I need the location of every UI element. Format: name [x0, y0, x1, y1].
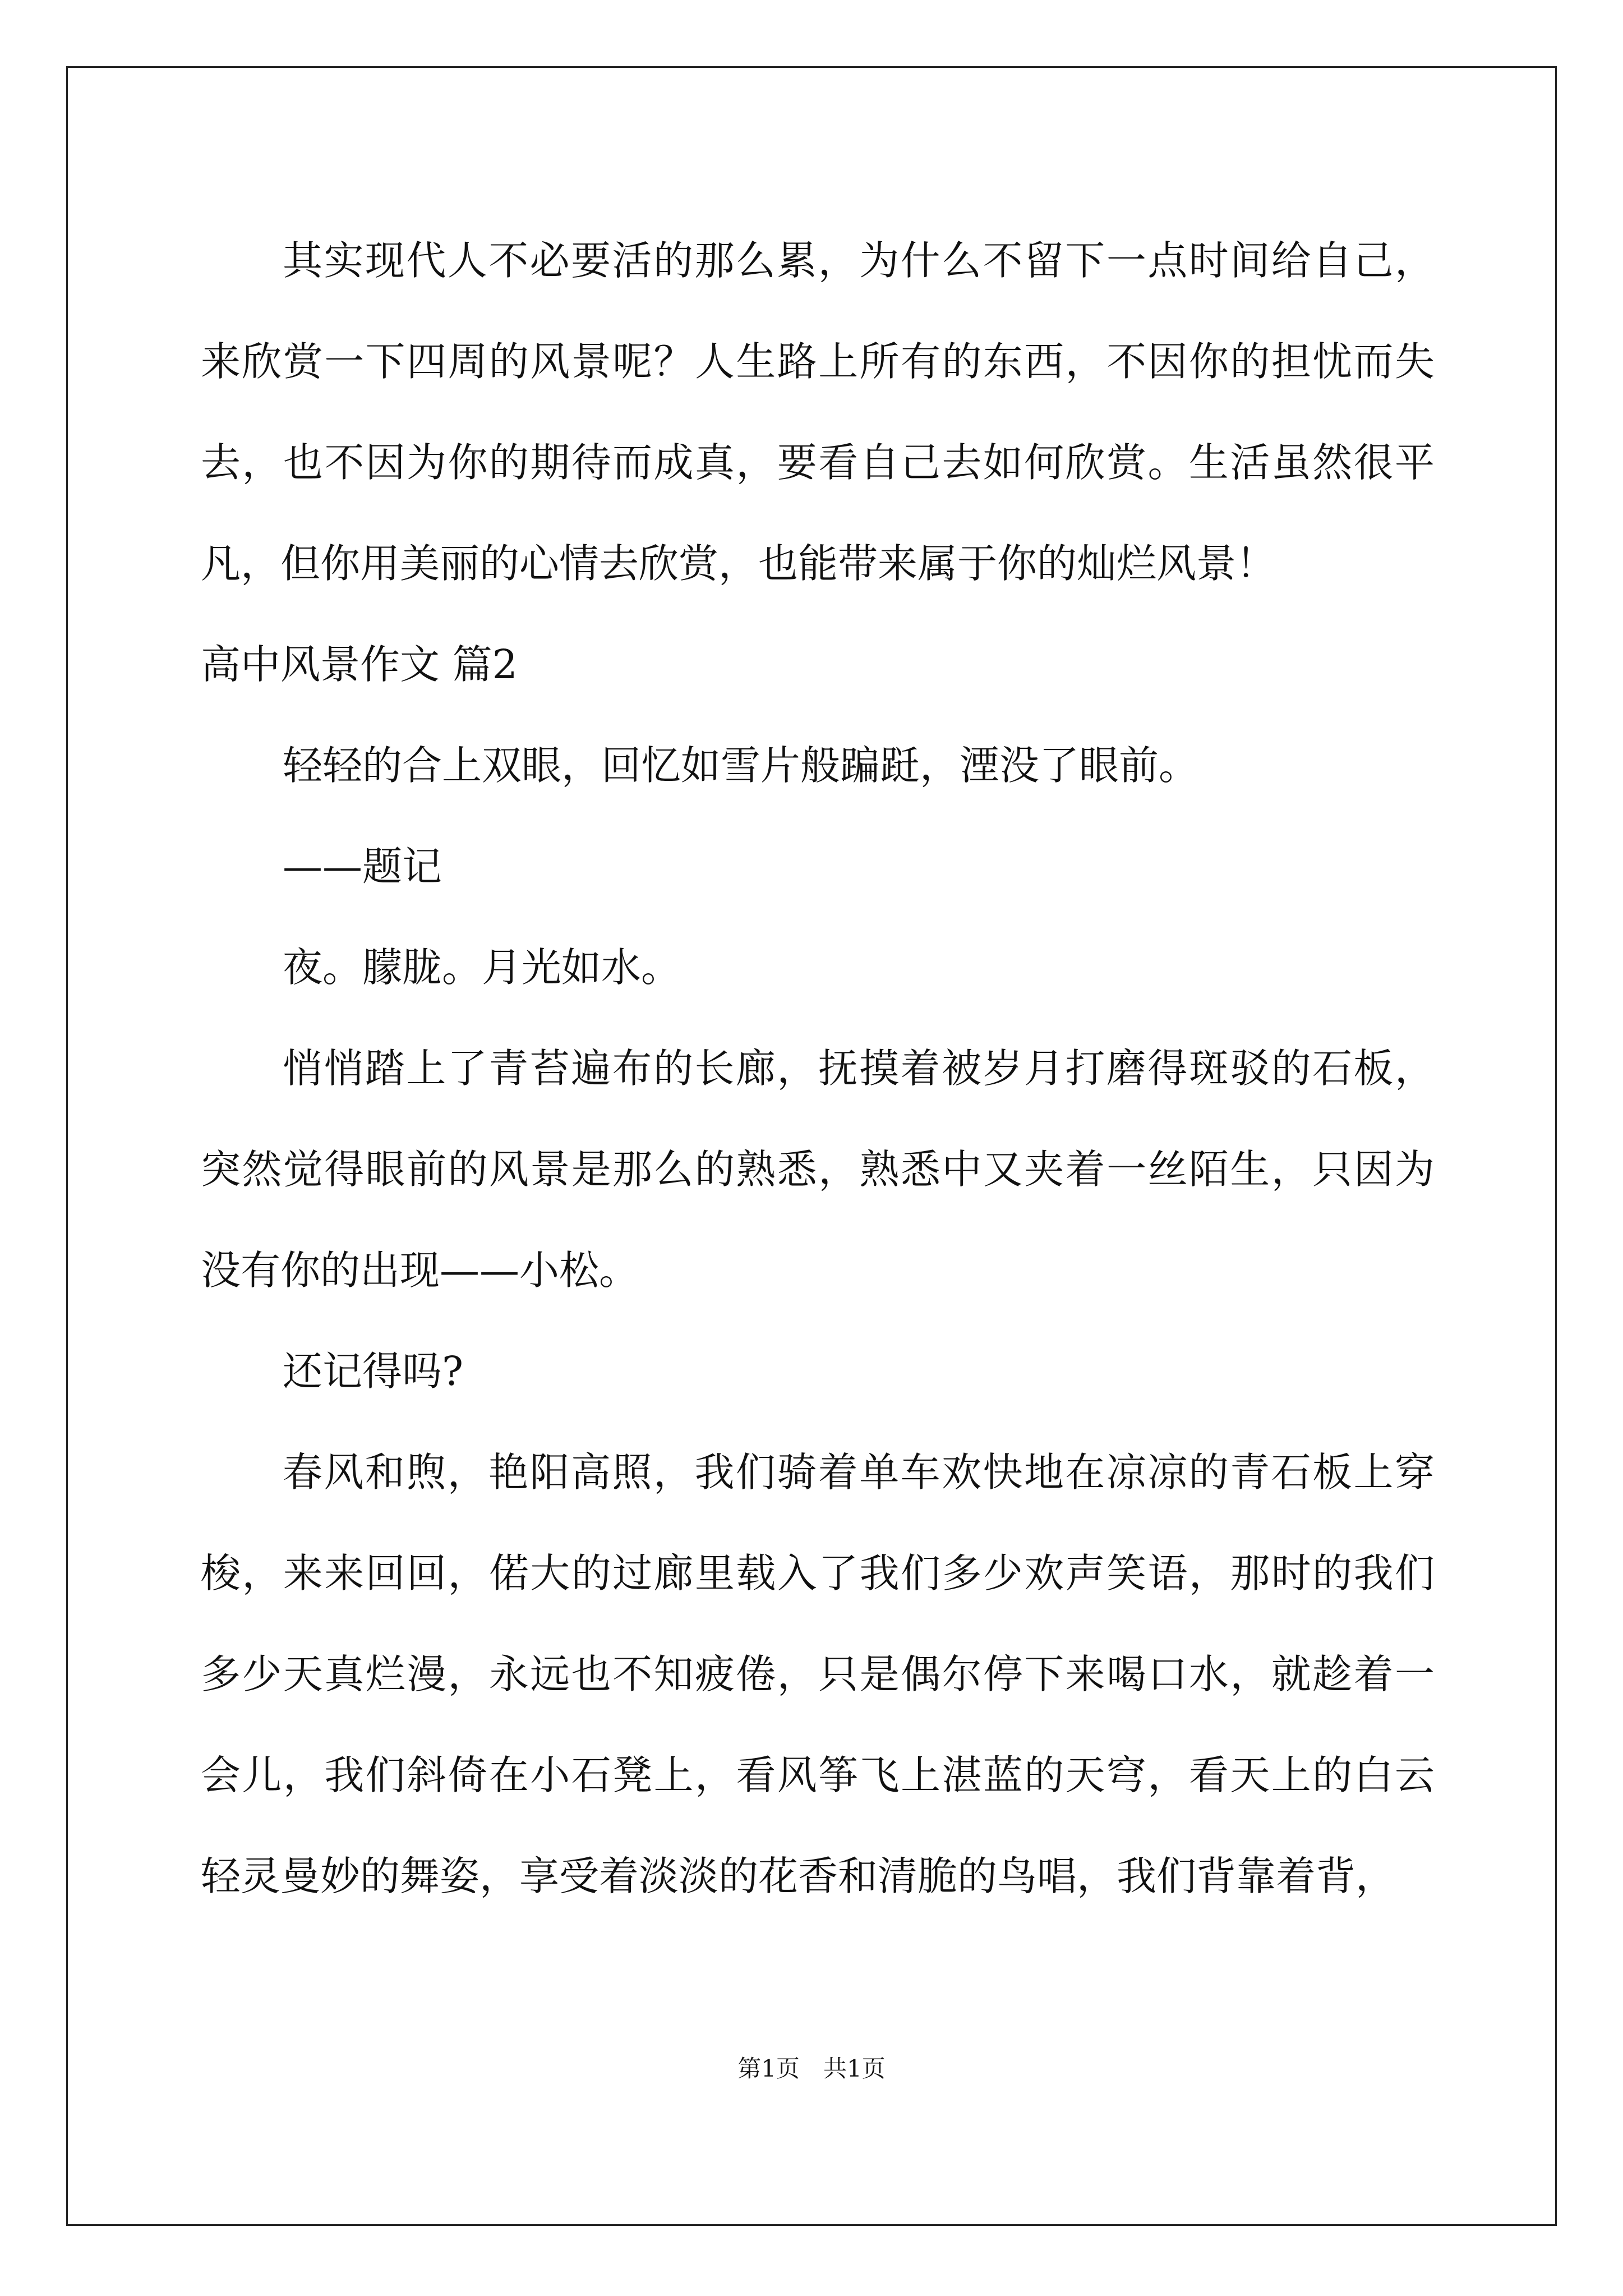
paragraph-3: 夜。朦胧。月光如水。	[283, 944, 681, 991]
paragraph-2: 轻轻的合上双眼，回忆如雪片般蹁跹，湮没了眼前。	[283, 742, 1199, 789]
document-body	[201, 210, 1435, 1927]
paragraph-6: 春风和煦，艳阳高照，我们骑着单车欢快地在凉凉的青石板上穿梭，来来回回，偌大的过廊里载入了我们多少欢声笑语，那时的我们多少天真烂漫，永远也不知疲倦，只是偶尔停下来喝口水，就趁着一会儿，我们斜倚在小石凳上，看风筝飞上湛蓝的天穹，看天上的白云轻灵曼妙的舞姿，享受着淡淡的花香和清脆的鸟唱，我们背靠着背，	[201, 1449, 1435, 1899]
paragraph-1: 其实现代人不必要活的那么累，为什么不留下一点时间给自己，来欣赏一下四周的风景呢？人生路上所有的东西，不因你的担忧而失去，也不因为你的期待而成真，要看自己去如何欣赏。生活虽然很平凡，但你用美丽的心情去欣赏，也能带来属于你的灿烂风景！	[201, 237, 1435, 587]
page-footer: 第1页 共1页	[737, 2055, 886, 2082]
paragraph-4: 悄悄踏上了青苔遍布的长廊，抚摸着被岁月打磨得斑驳的石板，突然觉得眼前的风景是那么的熟悉，熟悉中又夹着一丝陌生，只因为没有你的出现——小松。	[201, 1045, 1435, 1294]
epigraph-attribution: ——题记	[283, 843, 442, 890]
paragraph-5: 还记得吗?	[283, 1348, 464, 1395]
section-heading: 高中风景作文 篇2	[201, 641, 518, 688]
